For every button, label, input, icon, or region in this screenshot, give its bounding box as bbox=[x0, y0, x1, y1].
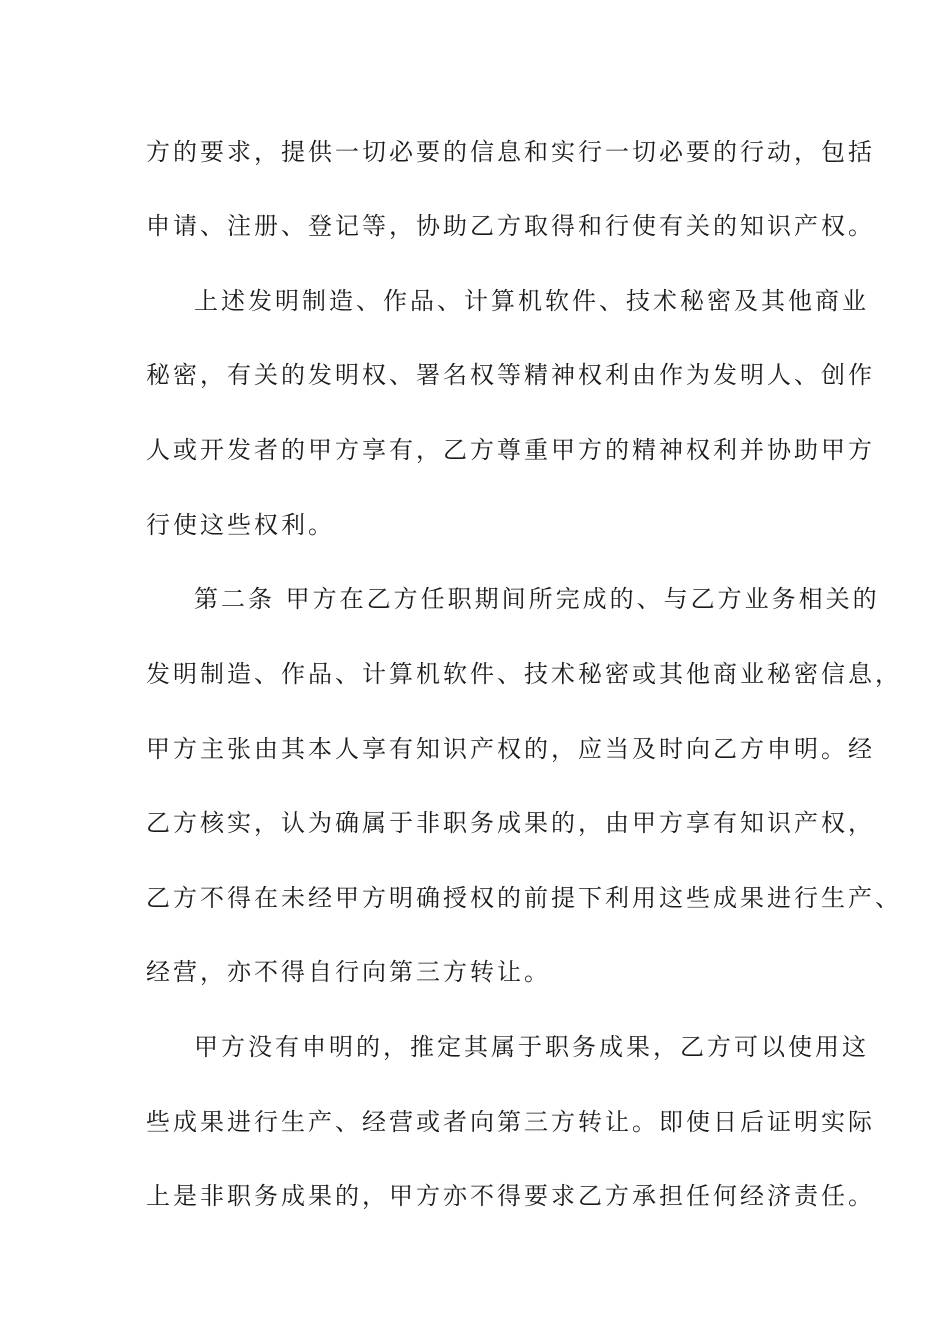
text-line: 乙方不得在未经甲方明确授权的前提下利用这些成果进行生产、 bbox=[146, 884, 902, 912]
text-line: 申请、注册、登记等，协助乙方取得和行使有关的知识产权。 bbox=[146, 212, 875, 240]
text-line: 行使这些权利。 bbox=[146, 511, 335, 539]
text-line: 方的要求，提供一切必要的信息和实行一切必要的行动，包括 bbox=[146, 138, 875, 166]
text-line: 乙方核实，认为确属于非职务成果的，由甲方享有知识产权， bbox=[146, 809, 875, 837]
text-line: 些成果进行生产、经营或者向第三方转让。即使日后证明实际 bbox=[146, 1108, 875, 1136]
paragraph-first-line: 甲方没有申明的，推定其属于职务成果，乙方可以使用这 bbox=[194, 1033, 869, 1061]
paragraph-first-line: 第二条 甲方在乙方任职期间所完成的、与乙方业务相关的 bbox=[194, 585, 880, 613]
text-line: 秘密，有关的发明权、署名权等精神权利由作为发明人、创作 bbox=[146, 361, 875, 389]
text-line: 发明制造、作品、计算机软件、技术秘密或其他商业秘密信息， bbox=[146, 660, 902, 688]
text-line: 人或开发者的甲方享有，乙方尊重甲方的精神权利并协助甲方 bbox=[146, 436, 875, 464]
paragraph-first-line: 上述发明制造、作品、计算机软件、技术秘密及其他商业 bbox=[194, 287, 869, 315]
text-line: 甲方主张由其本人享有知识产权的，应当及时向乙方申明。经 bbox=[146, 735, 875, 763]
text-line: 上是非职务成果的，甲方亦不得要求乙方承担任何经济责任。 bbox=[146, 1182, 875, 1210]
text-line: 经营，亦不得自行向第三方转让。 bbox=[146, 958, 551, 986]
